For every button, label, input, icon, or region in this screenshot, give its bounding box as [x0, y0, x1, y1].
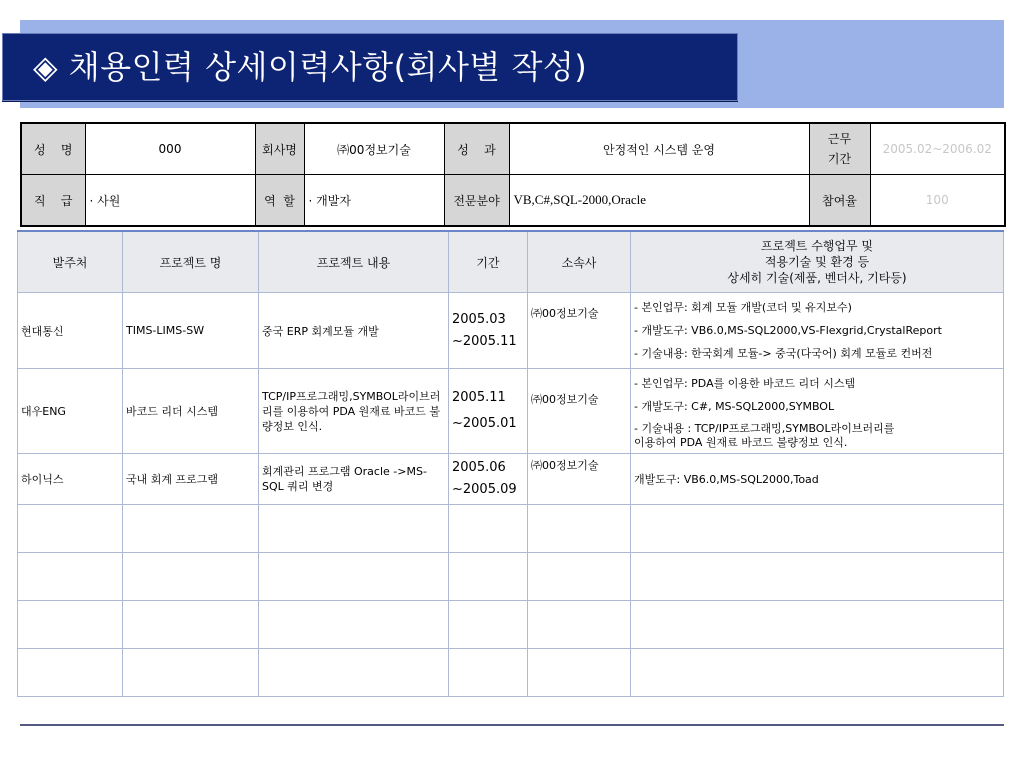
empty-row: [18, 601, 1004, 649]
project-name-cell: TIMS-LIMS-SW: [123, 293, 259, 369]
profile-row: [21, 175, 1005, 227]
col-name-header: 프로젝트 명: [123, 231, 259, 293]
table-row: [18, 293, 1004, 369]
project-name-cell: 바코드 리더 시스템: [123, 369, 259, 454]
rank-value: · 사원: [85, 175, 255, 227]
project-content-cell: 중국 ERP 회계모듈 개발: [259, 293, 449, 369]
empty-row: [18, 505, 1004, 553]
project-name-cell: 국내 회계 프로그램: [123, 454, 259, 505]
bottom-divider: [20, 724, 1004, 726]
detail-line: - 본인업무: 회계 모듈 개발(코더 및 유지보수): [634, 301, 852, 314]
empty-row: [18, 553, 1004, 601]
client-cell: 대우ENG: [18, 369, 123, 454]
table-row: [18, 454, 1004, 505]
projects-table: [17, 230, 1004, 697]
profile-table: [20, 122, 1006, 227]
result-label: 성 과: [444, 123, 509, 175]
company-label: 회사명: [255, 123, 304, 175]
projects-header-row: [18, 231, 1004, 293]
profile-row: [21, 123, 1005, 175]
period-cell: 2005.06 ~2005.09: [449, 454, 528, 505]
details-cell: [631, 369, 1004, 454]
col-period-header: 기간: [449, 231, 528, 293]
detail-line: - 개발도구: VB6.0,MS-SQL2000,VS-Flexgrid,CrystalReport: [634, 324, 942, 337]
company-cell: ㈜00정보기술: [528, 454, 631, 505]
name-value: 000: [85, 123, 255, 175]
title-box: [2, 33, 738, 101]
project-content-cell: 회계관리 프로그램 Oracle ->MS-SQL 쿼리 변경: [259, 454, 449, 505]
client-cell: 현대통신: [18, 293, 123, 369]
name-label: 성 명: [21, 123, 85, 175]
field-label: 전문분야: [444, 175, 509, 227]
company-cell: ㈜00정보기술: [528, 369, 631, 454]
col-details-header: 프로젝트 수행업무 및 적용기술 및 환경 등 상세히 기술(제품, 벤더사, 기타등): [631, 231, 1004, 293]
company-cell: ㈜00정보기술: [528, 293, 631, 369]
company-value: ㈜00정보기술: [304, 123, 444, 175]
participation-value: 100: [870, 175, 1005, 227]
details-cell: [631, 293, 1004, 369]
result-value: 안정적인 시스템 운영: [509, 123, 809, 175]
period-cell: 2005.03 ~2005.11: [449, 293, 528, 369]
role-value: · 개발자: [304, 175, 444, 227]
col-client-header: 발주처: [18, 231, 123, 293]
rank-label: 직 급: [21, 175, 85, 227]
tenure-label: 근무 기간: [809, 123, 870, 175]
client-cell: 하이닉스: [18, 454, 123, 505]
field-value: VB,C#,SQL-2000,Oracle: [509, 175, 809, 227]
details-cell: [631, 454, 1004, 505]
table-row: [18, 369, 1004, 454]
detail-line: - 기술내용 : TCP/IP프로그래밍,SYMBOL라이브러리를 이용하여 PDA 원재료 바코드 불량정보 인식.: [634, 422, 895, 449]
tenure-value: 2005.02~2006.02: [870, 123, 1005, 175]
role-label: 역 할: [255, 175, 304, 227]
detail-line: - 개발도구: C#, MS-SQL2000,SYMBOL: [634, 400, 835, 413]
detail-line: 개발도구: VB6.0,MS-SQL2000,Toad: [634, 472, 819, 486]
period-cell: 2005.11 ~2005.01: [449, 369, 528, 454]
col-company-header: 소속사: [528, 231, 631, 293]
detail-line: - 기술내용: 한국회계 모듈-> 중국(다국어) 회계 모듈로 컨버전: [634, 347, 933, 360]
participation-label: 참여율: [809, 175, 870, 227]
page-title: ◈ 채용인력 상세이력사항(회사별 작성): [33, 48, 588, 86]
project-content-cell: TCP/IP프로그래밍,SYMBOL라이브러리를 이용하여 PDA 원재료 바코드 불량정보 인식.: [259, 369, 449, 454]
empty-row: [18, 649, 1004, 697]
col-content-header: 프로젝트 내용: [259, 231, 449, 293]
detail-line: - 본인업무: PDA를 이용한 바코드 리더 시스템: [634, 377, 856, 390]
